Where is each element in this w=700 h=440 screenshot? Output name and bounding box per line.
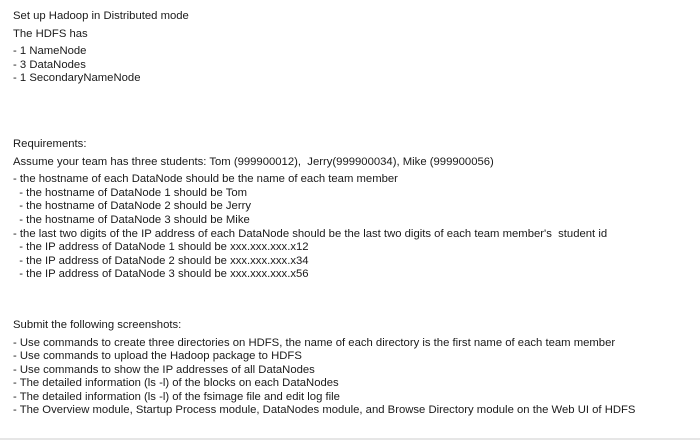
ip-item: - the IP address of DataNode 3 should be xxx.xxx.xxx.x56 xyxy=(13,268,309,281)
component-item: - 1 SecondaryNameNode xyxy=(13,72,141,85)
document-title: Set up Hadoop in Distributed mode xyxy=(13,10,189,22)
ip-item: - the IP address of DataNode 1 should be xxx.xxx.xxx.x12 xyxy=(13,241,309,254)
screenshot-item: - Use commands to show the IP addresses of all DataNodes xyxy=(13,363,315,376)
team-assumption: Assume your team has three students: Tom (999900012), Jerry(999900034), Mike (999900056) xyxy=(13,155,494,168)
document-body xyxy=(13,10,693,418)
component-item: - 3 DataNodes xyxy=(13,58,86,71)
hdfs-heading: The HDFS has xyxy=(13,27,88,40)
ip-item: - the IP address of DataNode 2 should be xxx.xxx.xxx.x34 xyxy=(13,254,309,267)
hostname-item: - the hostname of DataNode 2 should be Jerry xyxy=(13,200,251,213)
requirements-heading: Requirements: xyxy=(13,137,87,150)
component-item: - 1 NameNode xyxy=(13,45,87,58)
ip-rule: - the last two digits of the IP address of each DataNode should be the last two digits of each team member's student id xyxy=(13,227,608,240)
hostname-item: - the hostname of DataNode 1 should be Tom xyxy=(13,186,248,199)
hostname-item: - the hostname of DataNode 3 should be Mike xyxy=(13,213,250,226)
screenshot-item: - The detailed information (ls -l) of the blocks on each DataNodes xyxy=(13,377,339,390)
screenshot-item: - Use commands to create three directories on HDFS, the name of each directory is the first name of each team member xyxy=(13,336,616,349)
hostname-rule: - the hostname of each DataNode should be the name of each team member xyxy=(13,173,398,186)
screenshot-item: - The detailed information (ls -l) of the fsimage file and edit log file xyxy=(13,390,340,403)
screenshots-heading: Submit the following screenshots: xyxy=(13,318,182,331)
screenshot-item: - The Overview module, Startup Process module, DataNodes module, and Browse Directory module on the Web UI of HDFS xyxy=(13,404,636,417)
screenshot-item: - Use commands to upload the Hadoop package to HDFS xyxy=(13,350,302,363)
